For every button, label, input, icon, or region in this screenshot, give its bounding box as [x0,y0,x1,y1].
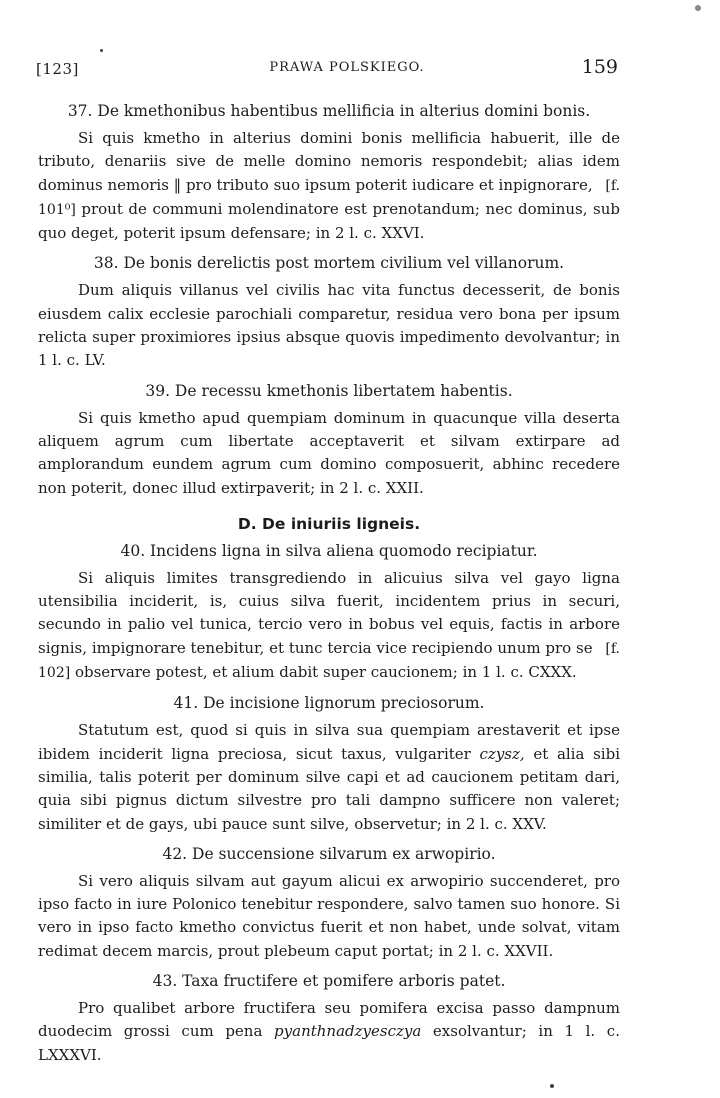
vernacular-term: czysz, [479,744,525,763]
article-paragraph: Si quis kmetho apud quempiam dominum in quacunque villa deserta aliquem agrum cum libertate acceptaverit et silvam extirpare ad amplorandum eundem agrum cum domino composuerit, abhinc recedere non poterit, donec illud extirpaverit; in 2 l. c. XXII. [38,408,620,497]
article-heading: 37. De kmethonibus habentibus mellificia in alterius domini bonis. [67,102,591,120]
page-number: 159 [581,56,618,78]
article-heading: 43. Taxa fructifere et pomifere arboris patet. [152,972,506,991]
running-title: PRAWA POLSKIEGO. [269,60,425,75]
article-heading: 41. De incisione lignorum preciosorum. [173,694,485,713]
page-speck [695,5,701,11]
article-paragraph: Dum aliquis villanus vel civilis hac vita functus decesserit, de bonis eiusdem calix ecclesie parochiali comparetur, residua vero bona per ipsum relicta super proximiores ipsius absque quovis impedimento devolvantur; in 1 l. c. LV. [38,281,620,370]
running-header [36,56,618,82]
article-paragraph: Si quis kmetho in alterius domini bonis mellificia habuerit, ille de tributo, denariis sive de melle domino nemoris respondebit; alias idem dominus nemoris ‖ pro tributo suo ipsum poterit iudicare et inpignorare, [f. 101⁰] prout de communi molendinatore est prenotandum; nec dominus, sub quo deget, poterit ipsum defensare; in 2 l. c. XXVI. [38,129,621,243]
article-heading: 38. De bonis derelictis post mortem civilium vel villanorum. [93,254,565,273]
page-speck [550,1084,554,1088]
article-paragraph: Si vero aliquis silvam aut gayum alicui ex arwopirio succenderet, pro ipso facto in iure Polonico tenebitur respondere, salvo tamen suo honore. Si vero in ipso facto kmetho convictus fuerit et non habet, unde solvat, vitam redimat decem marcis, prout plebeum caput portat; in 2 l. c. XXVII. [38,871,620,960]
article-heading: 40. Incidens ligna in silva aliena quomodo recipiatur. [120,541,538,560]
article-heading: 42. De succensione silvarum ex arwopirio. [162,844,496,863]
page-body [38,99,620,1073]
page-speck [100,49,103,52]
folio-note: [f. 101⁰] [38,177,620,218]
section-heading: D. De iniuriis ligneis. [237,514,421,533]
vernacular-term: pyanthnadzyesczya [274,1022,422,1041]
folio-note: [f. 102] [38,640,620,682]
article-paragraph: Statutum est, quod si quis in silva sua quempiam arestaverit et ipse ibidem inciderit ligna preciosa, sicut taxus, vulgariter czysz, et alia sibi similia, talis poterit per dominum silve capi et ad caucionem petitam dari, quia sibi pignus dictum silvestre pro tali dampno sufficere non valeret; similiter et de gays, ubi pauce sunt silve, observetur; in 2 l. c. XXV. [38,721,620,833]
page-bracket-number: [123] [36,60,79,78]
article-paragraph: Pro qualibet arbore fructifera seu pomifera excisa passo dampnum duodecim grossi cum pena pyanthnadzyesczya exsolvantur; in 1 l. c. LXXXVI. [38,999,620,1064]
article-heading: 39. De recessu kmethonis libertatem habentis. [145,381,513,400]
article-paragraph: Si aliquis limites transgrediendo in alicuius silva vel gayo ligna utensibilia inciderit, is, cuius silva fuerit, incidentem prius in securi, secundo in palio vel tunica, tercio vero in bobus vel equis, factis in arbore signis, impignorare tenebitur, et tunc tercia vice recipiendo unum pro se [f. 102] observare potest, et alium dabit super caucionem; in 1 l. c. CXXX. [38,568,620,682]
